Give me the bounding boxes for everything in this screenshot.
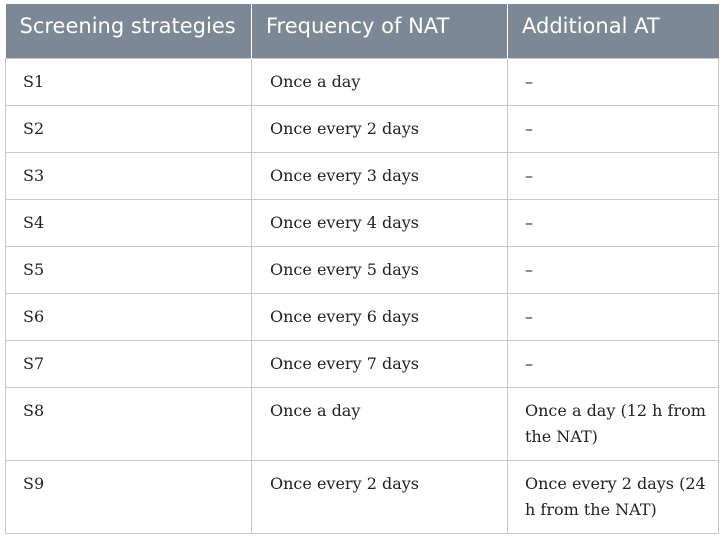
strategy-cell: S9 (6, 460, 252, 533)
additional-at-cell: – (508, 105, 719, 152)
header-frequency-of-nat: Frequency of NAT (252, 4, 508, 58)
frequency-cell: Once every 2 days (252, 105, 508, 152)
additional-at-cell: – (508, 199, 719, 246)
additional-at-cell: Once every 2 days (24 h from the NAT) (508, 460, 719, 533)
frequency-cell: Once every 3 days (252, 152, 508, 199)
strategy-cell: S1 (6, 58, 252, 105)
frequency-cell: Once every 6 days (252, 293, 508, 340)
strategy-cell: S4 (6, 199, 252, 246)
strategy-cell: S2 (6, 105, 252, 152)
additional-at-cell: – (508, 340, 719, 387)
additional-at-cell: – (508, 293, 719, 340)
table-row (6, 246, 719, 293)
strategy-cell: S3 (6, 152, 252, 199)
frequency-cell: Once a day (252, 58, 508, 105)
table-row (6, 460, 719, 533)
additional-at-cell: – (508, 58, 719, 105)
table-row (6, 293, 719, 340)
additional-at-cell: Once a day (12 h from the NAT) (508, 387, 719, 460)
screening-strategies-table-container (5, 4, 718, 534)
frequency-cell: Once every 5 days (252, 246, 508, 293)
frequency-cell: Once every 7 days (252, 340, 508, 387)
frequency-cell: Once every 2 days (252, 460, 508, 533)
additional-at-cell: – (508, 246, 719, 293)
header-screening-strategies: Screening strategies (6, 4, 252, 58)
frequency-cell: Once a day (252, 387, 508, 460)
table-row (6, 387, 719, 460)
table-header (6, 4, 719, 58)
strategy-cell: S8 (6, 387, 252, 460)
table-row (6, 152, 719, 199)
table-body (6, 58, 719, 533)
table-row (6, 199, 719, 246)
strategy-cell: S6 (6, 293, 252, 340)
table-row (6, 340, 719, 387)
header-additional-at: Additional AT (508, 4, 719, 58)
table-row (6, 105, 719, 152)
additional-at-cell: – (508, 152, 719, 199)
table-row (6, 58, 719, 105)
frequency-cell: Once every 4 days (252, 199, 508, 246)
strategy-cell: S5 (6, 246, 252, 293)
screening-strategies-table (5, 4, 719, 534)
header-row (6, 4, 719, 58)
strategy-cell: S7 (6, 340, 252, 387)
